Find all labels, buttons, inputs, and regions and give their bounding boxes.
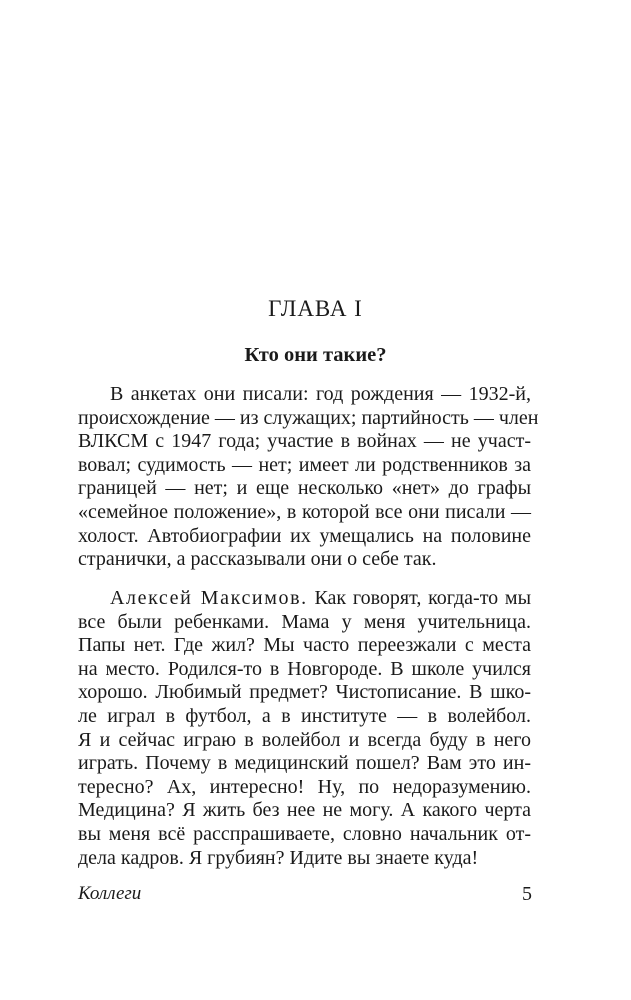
text-line: вовал; судимость — нет; имеет ли родственников за [78, 453, 531, 476]
speaker-name: Алексей Максимов. [110, 587, 308, 609]
text-line: странички, а рассказывали они о себе так. [78, 548, 437, 571]
paragraph-2 [78, 587, 531, 870]
text-line: холост. Автобиографии их умещались на половине [78, 524, 531, 547]
chapter-heading: ГЛАВА I [268, 296, 363, 321]
text-line: дела кадров. Я грубиян? Идите вы знаете куда! [78, 846, 479, 869]
text-line: играть. Почему в медицинский пошел? Вам это ин- [78, 752, 531, 775]
text-line: на место. Родился-то в Новгороде. В школе учился [78, 657, 531, 680]
text-line: ле играл в футбол, а в институте — в волейбол. [78, 704, 531, 727]
text-line [78, 587, 531, 611]
text-line: вы меня всё расспрашиваете, словно начальник от- [78, 822, 531, 845]
running-footer-title: Коллеги [78, 883, 142, 904]
text-line: все были ребенками. Мама у меня учительница. [78, 610, 531, 633]
text-line: В анкетах они писали: год рождения — 1932-й, [110, 383, 531, 405]
text-line: происхождение — из служащих; партийность — член [78, 406, 539, 429]
text-line: Медицина? Я жить без нее не могу. А какого черта [78, 799, 531, 822]
text-line: Я и сейчас играю в волейбол и всегда буду в него [78, 728, 531, 751]
text-line: ВЛКСМ с 1947 года; участие в войнах — не участ- [78, 430, 531, 453]
text-line: «семейное положение», в которой все они писали — [78, 500, 531, 523]
chapter-title: Кто они такие? [244, 344, 387, 366]
text-line: тересно? Ах, интересно! Ну, по недоразумению. [78, 775, 531, 798]
text-line: хорошо. Любимый предмет? Чистописание. В шко- [78, 681, 531, 704]
paragraph-1 [78, 383, 539, 572]
text-line: Папы нет. Где жил? Мы часто переезжали с места [78, 634, 531, 657]
first-line-rest: Как говорят, когда-то мы [307, 587, 532, 609]
page-number: 5 [522, 883, 532, 905]
text-line: границей — нет; и еще несколько «нет» до графы [78, 477, 531, 500]
